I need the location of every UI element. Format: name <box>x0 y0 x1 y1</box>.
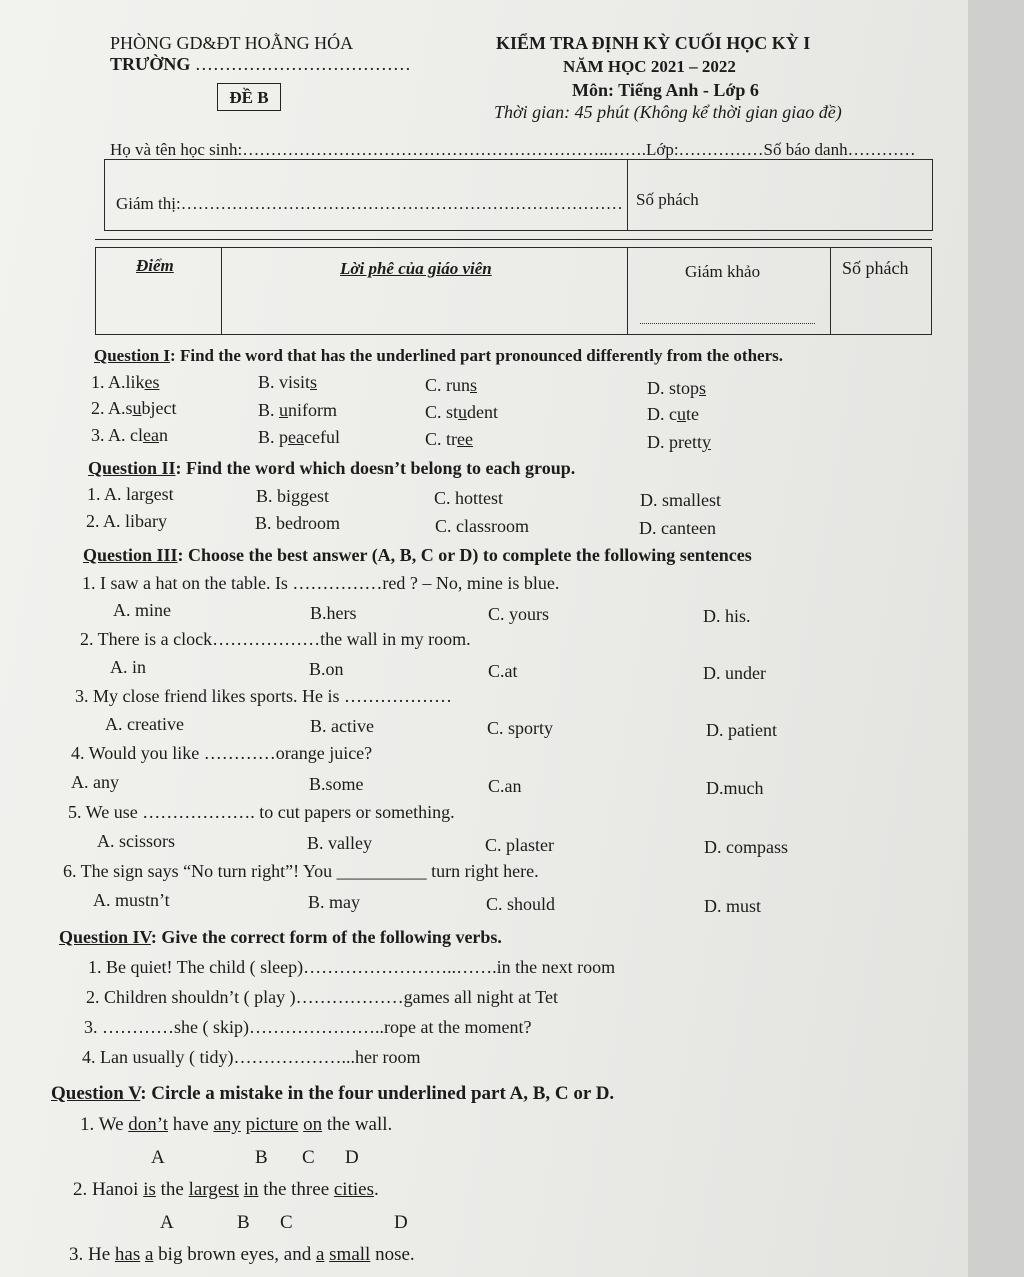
q3-item-2: 2. There is a clock………………the wall in my room. <box>80 629 471 649</box>
q3-item-5-b: B. valley <box>307 833 372 853</box>
q5-s1-label-a: A <box>151 1147 165 1168</box>
q3-item-4-a: A. any <box>71 772 119 792</box>
q3-item-4: 4. Would you like …………orange juice? <box>71 743 373 763</box>
q3-item-3-d: D. patient <box>706 720 777 740</box>
q3-title: Question III: Choose the best answer (A, B, C or D) to complete the following sentences <box>83 545 752 565</box>
q1-title: Question I: Find the word that has the underlined part pronounced differently from the others. <box>94 346 784 365</box>
score-divider-1 <box>221 247 222 335</box>
q5-sentence-2: 2. Hanoi is the largest in the three cities. <box>73 1179 379 1200</box>
q2-item-2-d: D. canteen <box>639 518 716 538</box>
q5-s1-label-c: C <box>302 1147 315 1168</box>
q2-item-1-c: C. hottest <box>434 488 504 508</box>
q5-sentence-1: 1. We don’t have any picture on the wall. <box>80 1114 393 1135</box>
q1-item-3-a: 3. A. clean <box>91 425 168 445</box>
q3-item-5: 5. We use ………………. to cut papers or something. <box>68 802 455 822</box>
q4-item-4: 4. Lan usually ( tidy)………………...her room <box>82 1047 421 1067</box>
q4-item-3: 3. …………she ( skip)…………………..rope at the moment? <box>84 1017 532 1037</box>
q5-s2-label-b: B <box>237 1212 250 1233</box>
score-points-header: Điểm <box>136 256 174 275</box>
q3-item-1-c: C. yours <box>488 604 550 624</box>
q1-item-1-a: 1. A.likes <box>91 372 160 392</box>
proctor-label: Giám thị:…………………………………………………………………… <box>116 194 623 213</box>
q2-item-2-c: C. classroom <box>435 516 529 536</box>
q3-item-5-a: A. scissors <box>97 831 176 851</box>
school-year: NĂM HỌC 2021 – 2022 <box>563 57 736 76</box>
q1-item-2-c: C. student <box>425 402 499 422</box>
q5-title: Question V: Circle a mistake in the four underlined part A, B, C or D. <box>51 1083 615 1104</box>
q1-item-3-b: B. peaceful <box>258 427 340 447</box>
q3-item-3-a: A. creative <box>105 714 184 734</box>
exam-code-box: ĐỀ B <box>217 83 281 111</box>
score-comment-header: Lời phê của giáo viên <box>340 259 492 278</box>
q4-item-1: 1. Be quiet! The child ( sleep)……………………..…….in the next room <box>88 957 616 977</box>
score-divider-3 <box>830 247 831 335</box>
department-name: PHÒNG GD&ĐT HOẰNG HÓA <box>110 33 354 53</box>
q5-s2-label-a: A <box>160 1212 174 1233</box>
q5-sentence-3: 3. He has a big brown eyes, and a small nose. <box>69 1244 415 1265</box>
q3-item-6-a: A. mustn’t <box>93 890 170 910</box>
time-line: Thời gian: 45 phút (Không kể thời gian giao đề) <box>494 102 842 122</box>
examiner-header: Giám khảo <box>685 262 761 281</box>
q3-item-3-c: C. sporty <box>487 718 554 738</box>
q3-item-3-b: B. active <box>310 716 374 736</box>
proctor-code-label: Số phách <box>636 190 699 209</box>
q3-item-2-c: C.at <box>488 661 518 681</box>
q2-item-1-b: B. biggest <box>256 486 330 506</box>
exam-title: KIỂM TRA ĐỊNH KỲ CUỐI HỌC KỲ I <box>496 33 811 53</box>
q2-item-2-a: 2. A. libary <box>86 511 167 531</box>
q5-s2-label-c: C <box>280 1212 293 1233</box>
q2-item-1-d: D. smallest <box>640 490 721 510</box>
q4-title: Question IV: Give the correct form of the following verbs. <box>59 927 502 947</box>
q1-item-3-d: D. pretty <box>647 432 711 452</box>
q3-item-1: 1. I saw a hat on the table. Is ……………red ? – No, mine is blue. <box>82 573 560 593</box>
q1-item-2-b: B. uniform <box>258 400 338 420</box>
q1-item-2-d: D. cute <box>647 404 699 424</box>
q2-item-2-b: B. bedroom <box>255 513 340 533</box>
q3-item-6: 6. The sign says “No turn right”! You __________ turn right here. <box>63 861 539 881</box>
q3-item-1-d: D. his. <box>703 606 751 626</box>
score-top-rule <box>95 239 932 240</box>
q1-item-2-a: 2. A.subject <box>91 398 177 418</box>
q3-item-4-b: B.some <box>309 774 364 794</box>
q1-item-3-c: C. tree <box>425 429 473 449</box>
subject-line: Môn: Tiếng Anh - Lớp 6 <box>572 80 759 100</box>
q1-item-1-c: C. runs <box>425 375 478 395</box>
q3-item-6-c: C. should <box>486 894 556 914</box>
q3-item-6-d: D. must <box>704 896 762 916</box>
q3-item-5-d: D. compass <box>704 837 788 857</box>
q4-item-2: 2. Children shouldn’t ( play )………………games all night at Tet <box>86 987 559 1007</box>
q5-s2-label-d: D <box>394 1212 408 1233</box>
q5-s1-label-b: B <box>255 1147 268 1168</box>
q1-item-1-b: B. visits <box>258 372 318 392</box>
q3-item-2-a: A. in <box>110 657 146 677</box>
examiner-signature-line <box>640 323 815 324</box>
q5-s1-label-d: D <box>345 1147 359 1168</box>
q3-item-4-d: D.much <box>706 778 764 798</box>
q3-item-1-a: A. mine <box>113 600 171 620</box>
q3-item-6-b: B. may <box>308 892 360 912</box>
student-name-line: Họ và tên học sinh:………………………………………………………..…….Lớp:……………Số báo danh………… <box>110 140 916 159</box>
score-divider-2 <box>627 247 628 335</box>
q2-item-1-a: 1. A. largest <box>87 484 174 504</box>
school-line: TRƯỜNG ……………………………… <box>110 54 411 74</box>
q3-item-4-c: C.an <box>488 776 522 796</box>
q3-item-2-b: B.on <box>309 659 344 679</box>
score-code-header: Số phách <box>842 258 909 278</box>
q3-item-3: 3. My close friend likes sports. He is ……………… <box>75 686 452 706</box>
q3-item-1-b: B.hers <box>310 603 357 623</box>
q3-item-2-d: D. under <box>703 663 766 683</box>
proctor-divider <box>627 159 628 231</box>
q3-item-5-c: C. plaster <box>485 835 554 855</box>
q1-item-1-d: D. stops <box>647 378 707 398</box>
q2-title: Question II: Find the word which doesn’t belong to each group. <box>88 458 576 478</box>
